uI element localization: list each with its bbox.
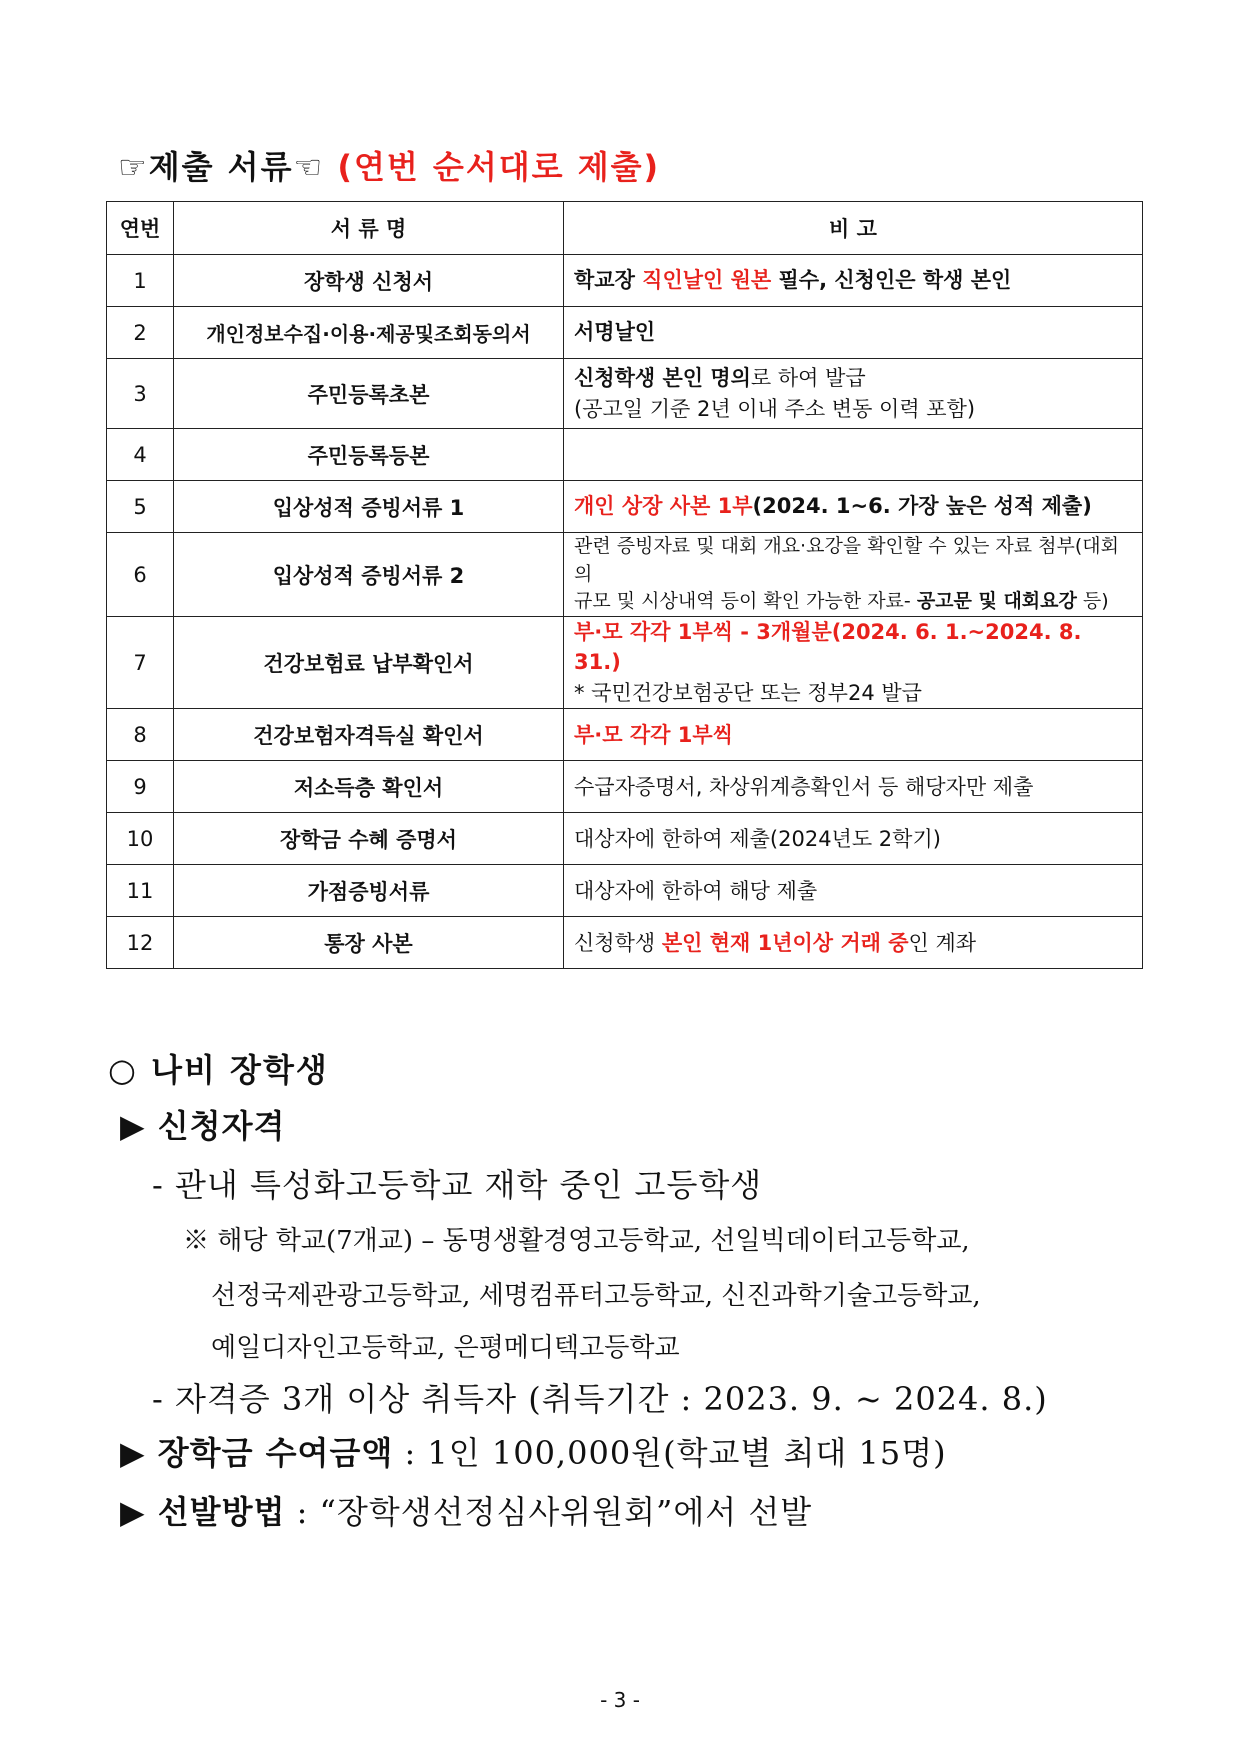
table-row xyxy=(107,761,1143,813)
section-title-main: 제출 서류 xyxy=(148,148,294,186)
pointing-right-hand-icon: ☞ xyxy=(118,148,149,186)
document-remarks xyxy=(564,709,1143,761)
qualification-item-2: - 자격증 3개 이상 취득자 (취득기간 : 2023. 9. ~ 2024. 8.) xyxy=(152,1380,1048,1418)
remarks-text: * 국민건강보험공단 또는 정부24 발급 xyxy=(574,680,922,705)
document-remarks xyxy=(564,865,1143,917)
document-remarks xyxy=(564,359,1143,429)
qualification-heading: ▶ 신청자격 xyxy=(120,1107,286,1145)
row-number: 9 xyxy=(107,761,174,813)
table-row xyxy=(107,359,1143,429)
remarks-text: 신청학생 xyxy=(574,930,662,955)
nabi-scholarship-heading: ○ 나비 장학생 xyxy=(108,1051,329,1089)
qualification-item-1: - 관내 특성화고등학교 재학 중인 고등학생 xyxy=(152,1166,763,1204)
header-remarks: 비 고 xyxy=(564,202,1143,255)
document-remarks xyxy=(564,761,1143,813)
table-row xyxy=(107,617,1143,709)
method-value: : “장학생선정심사위원회”에서 선발 xyxy=(285,1493,813,1531)
document-name: 장학생 신청서 xyxy=(174,255,564,307)
remarks-text: 필수, 신청인은 학생 본인 xyxy=(771,268,1012,293)
row-number: 10 xyxy=(107,813,174,865)
method-label: ▶ 선발방법 xyxy=(120,1493,286,1531)
document-remarks xyxy=(564,429,1143,481)
row-number: 11 xyxy=(107,865,174,917)
table-row xyxy=(107,481,1143,533)
remarks-text: 규모 및 시상내역 등이 확인 가능한 자료- xyxy=(574,590,917,613)
scholarship-amount xyxy=(120,1428,947,1474)
row-number: 6 xyxy=(107,533,174,617)
remarks-text: (공고일 기준 2년 이내 주소 변동 이력 포함) xyxy=(574,396,976,421)
table-body xyxy=(107,255,1143,969)
row-number: 5 xyxy=(107,481,174,533)
table-row xyxy=(107,709,1143,761)
document-name: 입상성적 증빙서류 1 xyxy=(174,481,564,533)
remarks-highlight: 개인 상장 사본 1부 xyxy=(574,494,753,519)
document-remarks xyxy=(564,255,1143,307)
remarks-text: 등) xyxy=(1076,590,1109,613)
remarks-line xyxy=(574,928,1132,958)
document-name: 가점증빙서류 xyxy=(174,865,564,917)
remarks-line xyxy=(574,678,1132,708)
remarks-line xyxy=(574,617,1132,678)
remarks-text: 대상자에 한하여 해당 제출 xyxy=(574,878,818,903)
amount-value: : 1인 100,000원(학교별 최대 15명) xyxy=(393,1434,947,1472)
table-row xyxy=(107,865,1143,917)
page-number: - 3 - xyxy=(600,1688,640,1712)
remarks-line xyxy=(574,491,1132,521)
table-row xyxy=(107,429,1143,481)
remarks-line xyxy=(574,720,1132,750)
pointing-left-hand-icon: ☜ xyxy=(293,148,325,186)
row-number: 3 xyxy=(107,359,174,429)
school-note-line-3: 예일디자인고등학교, 은평메디텍고등학교 xyxy=(211,1333,680,1363)
remarks-text: 인 계좌 xyxy=(908,930,977,955)
remarks-text: 수급자증명서, 차상위계층확인서 등 해당자만 제출 xyxy=(574,774,1034,799)
table-header-row xyxy=(107,202,1143,255)
section-title xyxy=(118,142,660,188)
remarks-line xyxy=(574,394,1132,424)
row-number: 4 xyxy=(107,429,174,481)
document-remarks xyxy=(564,481,1143,533)
remarks-text: 학교장 xyxy=(574,268,643,293)
amount-label: ▶ 장학금 수여금액 xyxy=(120,1434,394,1472)
remarks-highlight: 부·모 각각 1부씩 - 3개월분(2024. 6. 1.~2024. 8. 31.) xyxy=(574,620,1082,675)
document-remarks xyxy=(564,617,1143,709)
document-remarks xyxy=(564,813,1143,865)
remarks-line xyxy=(574,772,1132,802)
remarks-line xyxy=(574,824,1132,854)
header-number: 연번 xyxy=(107,202,174,255)
remarks-highlight: 부·모 각각 1부씩 xyxy=(574,722,733,747)
remarks-text: (2024. 1~6. 가장 높은 성적 제출) xyxy=(752,494,1092,519)
remarks-text: 대상자에 한하여 제출(2024년도 2학기) xyxy=(574,826,941,851)
document-name: 건강보험자격득실 확인서 xyxy=(174,709,564,761)
table-row xyxy=(107,533,1143,617)
remarks-line xyxy=(574,317,1132,347)
row-number: 7 xyxy=(107,617,174,709)
school-note-line-2: 선정국제관광고등학교, 세명컴퓨터고등학교, 신진과학기술고등학교, xyxy=(211,1281,981,1311)
section-title-note: (연번 순서대로 제출) xyxy=(324,148,661,186)
documents-table xyxy=(106,201,1143,969)
remarks-line xyxy=(574,876,1132,906)
document-name: 장학금 수혜 증명서 xyxy=(174,813,564,865)
remarks-highlight: 직인날인 원본 xyxy=(642,268,772,293)
row-number: 1 xyxy=(107,255,174,307)
row-number: 2 xyxy=(107,307,174,359)
school-note-line-1: ※ 해당 학교(7개교) – 동명생활경영고등학교, 선일빅데이터고등학교, xyxy=(183,1226,970,1256)
document-name: 건강보험료 납부확인서 xyxy=(174,617,564,709)
row-number: 8 xyxy=(107,709,174,761)
table-row xyxy=(107,813,1143,865)
document-name: 통장 사본 xyxy=(174,917,564,969)
remarks-text: 로 하여 발급 xyxy=(750,366,866,391)
remarks-line xyxy=(574,363,1132,393)
document-name: 주민등록등본 xyxy=(174,429,564,481)
remarks-highlight: 본인 현재 1년이상 거래 중 xyxy=(661,930,909,955)
remarks-text: 신청학생 본인 명의 xyxy=(574,366,751,391)
document-remarks xyxy=(564,533,1143,617)
remarks-text: 서명날인 xyxy=(574,320,656,345)
document-name: 입상성적 증빙서류 2 xyxy=(174,533,564,617)
document-remarks xyxy=(564,307,1143,359)
document-name: 주민등록초본 xyxy=(174,359,564,429)
row-number: 12 xyxy=(107,917,174,969)
remarks-line xyxy=(574,265,1132,295)
table-row xyxy=(107,917,1143,969)
remarks-line xyxy=(574,533,1132,588)
header-document-name: 서 류 명 xyxy=(174,202,564,255)
remarks-text: 관련 증빙자료 및 대회 개요·요강을 확인할 수 있는 자료 첨부(대회의 xyxy=(574,535,1120,585)
table-row xyxy=(107,255,1143,307)
table-row xyxy=(107,307,1143,359)
document-remarks xyxy=(564,917,1143,969)
selection-method xyxy=(120,1487,812,1533)
document-name: 저소득층 확인서 xyxy=(174,761,564,813)
remarks-line xyxy=(574,588,1132,616)
remarks-text: 공고문 및 대회요강 xyxy=(916,590,1077,613)
document-name: 개인정보수집·이용·제공및조회동의서 xyxy=(174,307,564,359)
